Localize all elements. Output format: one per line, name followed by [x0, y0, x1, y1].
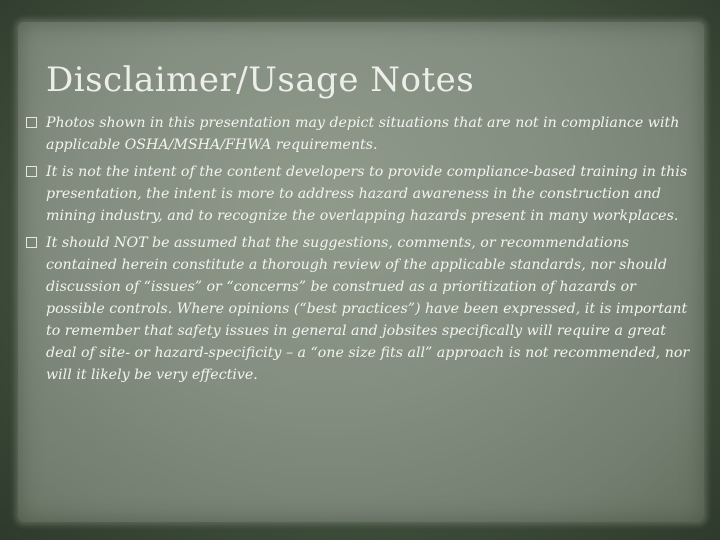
- bullet-item: [26, 232, 692, 386]
- checkbox-bullet-icon: [26, 166, 37, 177]
- bullet-item: [26, 161, 692, 227]
- checkbox-bullet-icon: [26, 237, 37, 248]
- bullet-text: Photos shown in this presentation may depict situations that are not in compliance with applicable OSHA/MSHA/FHWA requirements.: [46, 115, 680, 153]
- bullet-text: It should NOT be assumed that the suggestions, comments, or recommendations contained herein constitute a thorough review of the applicable standards, nor should discussion of “issues” or “concerns” be construed as a prioritization of hazards or possible controls. Where opinions (“best practices”) have been expressed, it is important to remember that safety issues in general and jobsites specifically will require a great deal of site- or hazard-specificity – a “one size fits all” approach is not recommended, nor will it likely be very effective.: [46, 235, 690, 383]
- checkbox-bullet-icon: [26, 117, 37, 128]
- bullet-list: [26, 112, 692, 391]
- bullet-text: It is not the intent of the content developers to provide compliance-based training in this presentation, the intent is more to address hazard awareness in the construction and mining industry, and to recognize the overlapping hazards present in many workplaces.: [46, 164, 688, 224]
- slide-title: Disclaimer/Usage Notes: [46, 60, 475, 100]
- bullet-item: [26, 112, 692, 156]
